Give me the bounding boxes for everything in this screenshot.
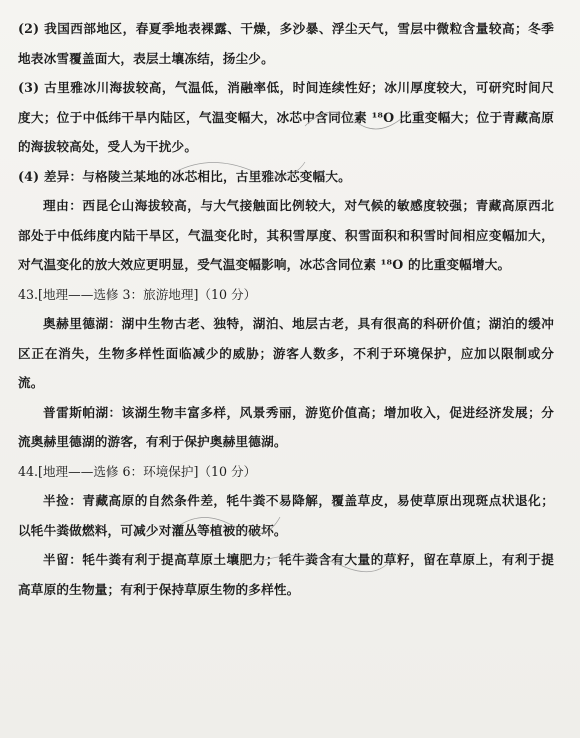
answer-q2-part3: (3) 古里雅冰川海拔较高，气温低，消融率低，时间连续性好；冰川厚度较大，可研究时间尺度大；位于中低纬干旱内陆区，气温变幅大，冰芯中含同位素 ¹⁸O 比重变幅大；位于青藏高原的海拔较高处，受人为干扰少。 [18, 80, 554, 154]
answer-q2-reason: 理由：西昆仑山海拔较高，与大气接触面比例较大，对气候的敏感度较强；青藏高原西北部处于中低纬度内陆干旱区，气温变化时，其积雪厚度、积雪面积和积雪时间相应变幅加大，对气温变化的放大效应更明显，受气温变幅影响，冰芯含同位素 ¹⁸O 的比重变幅增大。 [18, 198, 554, 272]
q43-prespa-lake: 普雷斯帕湖：该湖生物丰富多样，风景秀丽，游览价值高；增加收入，促进经济发展；分流奥赫里德湖的游客，有利于保护奥赫里德湖。 [18, 404, 554, 449]
answer-q2-part2: (2) 我国西部地区，春夏季地表裸露、干燥，多沙暴、浮尘天气，雪层中微粒含量较高；冬季地表冰雪覆盖面大，表层土壤冻结，扬尘少。 [18, 21, 554, 66]
q44-heading: 44.[地理——选修 6：环境保护]（10 分） [18, 463, 257, 479]
q44-half-pick: 半捡：青藏高原的自然条件差，牦牛粪不易降解，覆盖草皮，易使草原出现斑点状退化；以牦牛粪做燃料，可减少对灌丛等植被的破坏。 [18, 493, 554, 538]
q44-half-keep: 半留：牦牛粪有利于提高草原土壤肥力；牦牛粪含有大量的草籽，留在草原上，有利于提高草原的生物量；有利于保持草原生物的多样性。 [18, 552, 554, 597]
q43-ohrid-lake: 奥赫里德湖：湖中生物古老、独特，湖泊、地层古老，具有很高的科研价值；湖泊的缓冲区正在消失，生物多样性面临减少的威胁；游客人数多，不利于环境保护，应加以限制或分流。 [18, 316, 554, 390]
answer-q2-part4: (4) 差异：与格陵兰某地的冰芯相比，古里雅冰芯变幅大。 [18, 168, 351, 184]
q43-heading: 43.[地理——选修 3：旅游地理]（10 分） [18, 286, 257, 302]
